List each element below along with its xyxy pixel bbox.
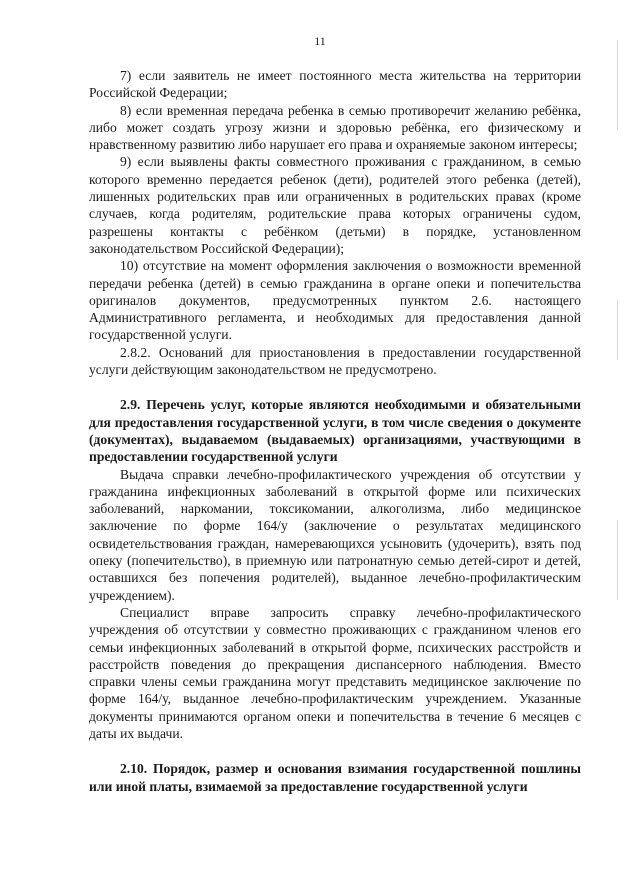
section-spacer — [89, 742, 581, 760]
list-item-7: 7) если заявитель не имеет постоянного места жительства на территории Российской Федерации; — [89, 68, 581, 101]
section-spacer — [89, 378, 581, 396]
page-number: 11 — [314, 34, 326, 48]
clause-2-8-2: 2.8.2. Оснований для приостановления в предоставлении государственной услуги действующим законодательством не предусмотрено. — [89, 344, 581, 378]
section-2-9-paragraph-2: Специалист вправе запросить справку лечебно-профилактического учреждения об отсутствии у совместно проживающих с гражданином членов его семьи инфекционных заболеваний в открытой форме, психических расстройств и расстройств поведения до прекращения диспансерного наблюдения. Вместо справки члены семьи гражданина могут представить медицинское заключение по форме 164/у, выданное лечебно-профилактическим учреждением. Указанные документы принимаются органом опеки и попечительства в течение 6 месяцев с даты их выдачи. — [89, 604, 581, 741]
section-heading-2-10: 2.10. Порядок, размер и основания взимания государственной пошлины или иной платы, взимаемой за предоставление государственной услуги — [89, 761, 581, 794]
scan-edge-mark — [617, 300, 618, 360]
list-item-9: 9) если выявлены факты совместного проживания с гражданином, в семью которого временно передается ребенок (дети), родителей этого ребенка (детей), лишенных родительских прав или ограниченных в родительских правах (кроме случаев, когда родителям, родительские права которых ограничены судом, разрешены контакты с ребёнком (детьми) в порядке, установленном законодательством Российской Федерации); — [89, 154, 581, 256]
section-2-9-paragraph-1: Выдача справки лечебно-профилактического учреждения об отсутствии у гражданина инфекционных заболеваний в открытой форме или психических заболеваний, наркомании, токсикомании, алкоголизма, либо медицинское заключение по форме 164/у (заключение о результатах медицинского освидетельствования граждан, намеревающихся усыновить (удочерить), взять под опеку (попечительство), в приемную или патронатную семью детей-сирот и детей, оставшихся без попечения родителей), выданное лечебно-профилактическим учреждением). — [89, 466, 581, 603]
section-heading-2-9: 2.9. Перечень услуг, которые являются необходимыми и обязательными для предоставления государственной услуги, в том числе сведения о документе (документах), выдаваемом (выдаваемых) организациями, участвующими в предоставлении государственной услуги — [89, 397, 581, 465]
scan-edge-mark — [617, 40, 618, 130]
list-item-8: 8) если временная передача ребенка в семью противоречит желанию ребёнка, либо может создать угрозу жизни и здоровью ребёнка, его физическому и нравственному развитию либо нарушает его права и охраняемые законом интересы; — [89, 102, 581, 153]
scan-edge-mark — [617, 520, 618, 600]
document-body — [89, 67, 581, 795]
list-item-10: 10) отсутствие на момент оформления заключения о возможности временной передачи ребенка (детей) в семью гражданина в органе опеки и попечительства оригиналов документов, предусмотренных пунктом 2.6. настоящего Административного регламента, и необходимых для предоставления данной государственной услуги. — [89, 258, 581, 343]
